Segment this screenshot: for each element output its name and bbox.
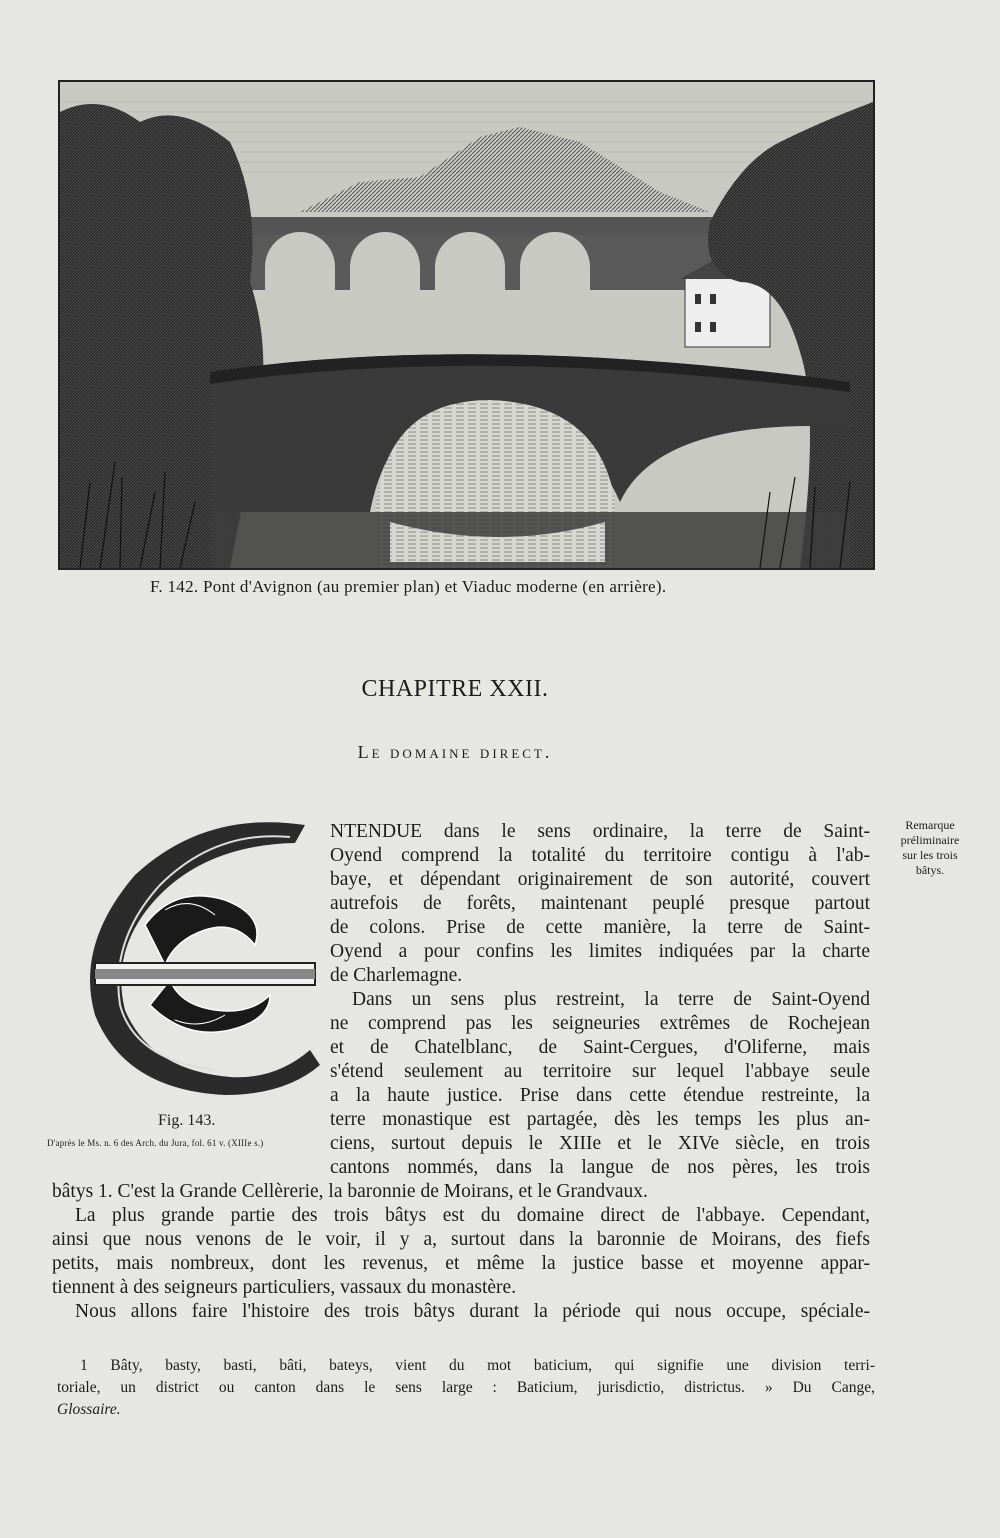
bridge-illustration xyxy=(60,82,873,568)
engraving-pont-d-avignon xyxy=(58,80,875,570)
body-line: ciens, surtout depuis le XIIIe et le XIVe siècle, en trois xyxy=(330,1133,870,1154)
body-line: a la haute justice. Prise dans cette étendue restreinte, la xyxy=(330,1085,870,1106)
fig-143-source: D'après le Ms. n. 6 des Arch. du Jura, fol. 61 v. (XIIIe s.) xyxy=(47,1138,264,1148)
marginal-note-line: préliminaire xyxy=(900,833,960,847)
body-line: de Charlemagne. xyxy=(330,965,463,986)
footnote-line: 1 Bâty, basty, basti, bâti, bateys, vient du mot baticium, qui signifie une division terri- xyxy=(80,1357,875,1374)
fig-143-label: Fig. 143. xyxy=(158,1112,216,1129)
marginal-note-line: sur les trois xyxy=(902,848,958,862)
body-line: s'étend seulement au territoire sur lequel l'abbaye seule xyxy=(330,1061,870,1082)
footnote-line: toriale, un district ou canton dans le sens large : Baticium, jurisdictio, districtus. » Du Cange, xyxy=(57,1379,875,1396)
body-line: baye, et dépendant originairement de son autorité, couvert xyxy=(330,869,870,890)
body-line: terre monastique est partagée, dès les temps les plus an- xyxy=(330,1109,870,1130)
body-line: ne comprend pas les seigneuries extrêmes de Rochejean xyxy=(330,1013,870,1034)
marginal-note-line: Remarque xyxy=(905,818,955,832)
body-line: autrefois de forêts, maintenant peuplé presque partout xyxy=(330,893,870,914)
figure-caption: F. 142. Pont d'Avignon (au premier plan) et Viaduc moderne (en arrière). xyxy=(150,577,667,596)
chapter-title: CHAPITRE XXII. xyxy=(361,676,549,702)
body-line: bâtys 1. C'est la Grande Cellèrerie, la baronnie de Moirans, et le Grandvaux. xyxy=(52,1181,648,1202)
body-line: et de Chatelblanc, de Saint-Cergues, d'Oliferne, mais xyxy=(330,1037,870,1058)
body-line: La plus grande partie des trois bâtys est du domaine direct de l'abbaye. Cependant, xyxy=(75,1205,870,1226)
body-line: NTENDUE dans le sens ordinaire, la terre de Saint- xyxy=(330,821,870,842)
marginal-note xyxy=(880,818,980,878)
section-title: Le domaine direct. xyxy=(357,742,553,762)
ornamental-initial-e xyxy=(55,815,330,1105)
body-line: Nous allons faire l'histoire des trois bâtys durant la période qui nous occupe, spéciale- xyxy=(75,1301,870,1322)
decorated-letter-e-image xyxy=(55,815,330,1105)
body-line: de colons. Prise de cette manière, la terre de Saint- xyxy=(330,917,870,938)
body-line: cantons nommés, dans la langue de nos pères, les trois xyxy=(330,1157,870,1178)
body-line: Oyend a pour confins les limites indiquées par la charte xyxy=(330,941,870,962)
body-line: ainsi que nous venons de le voir, il y a, surtout dans la baronnie de Moirans, des fiefs xyxy=(52,1229,870,1250)
body-line: petits, mais nombreux, dont les revenus, et même la justice basse et moyenne appar- xyxy=(52,1253,870,1274)
body-line: Oyend comprend la totalité du territoire contigu à l'ab- xyxy=(330,845,870,866)
body-line: Dans un sens plus restreint, la terre de Saint-Oyend xyxy=(352,989,870,1010)
footnote-line: Glossaire. xyxy=(57,1401,121,1418)
body-line: tiennent à des seigneurs particuliers, vassaux du monastère. xyxy=(52,1277,517,1298)
marginal-note-line: bâtys. xyxy=(915,863,945,877)
